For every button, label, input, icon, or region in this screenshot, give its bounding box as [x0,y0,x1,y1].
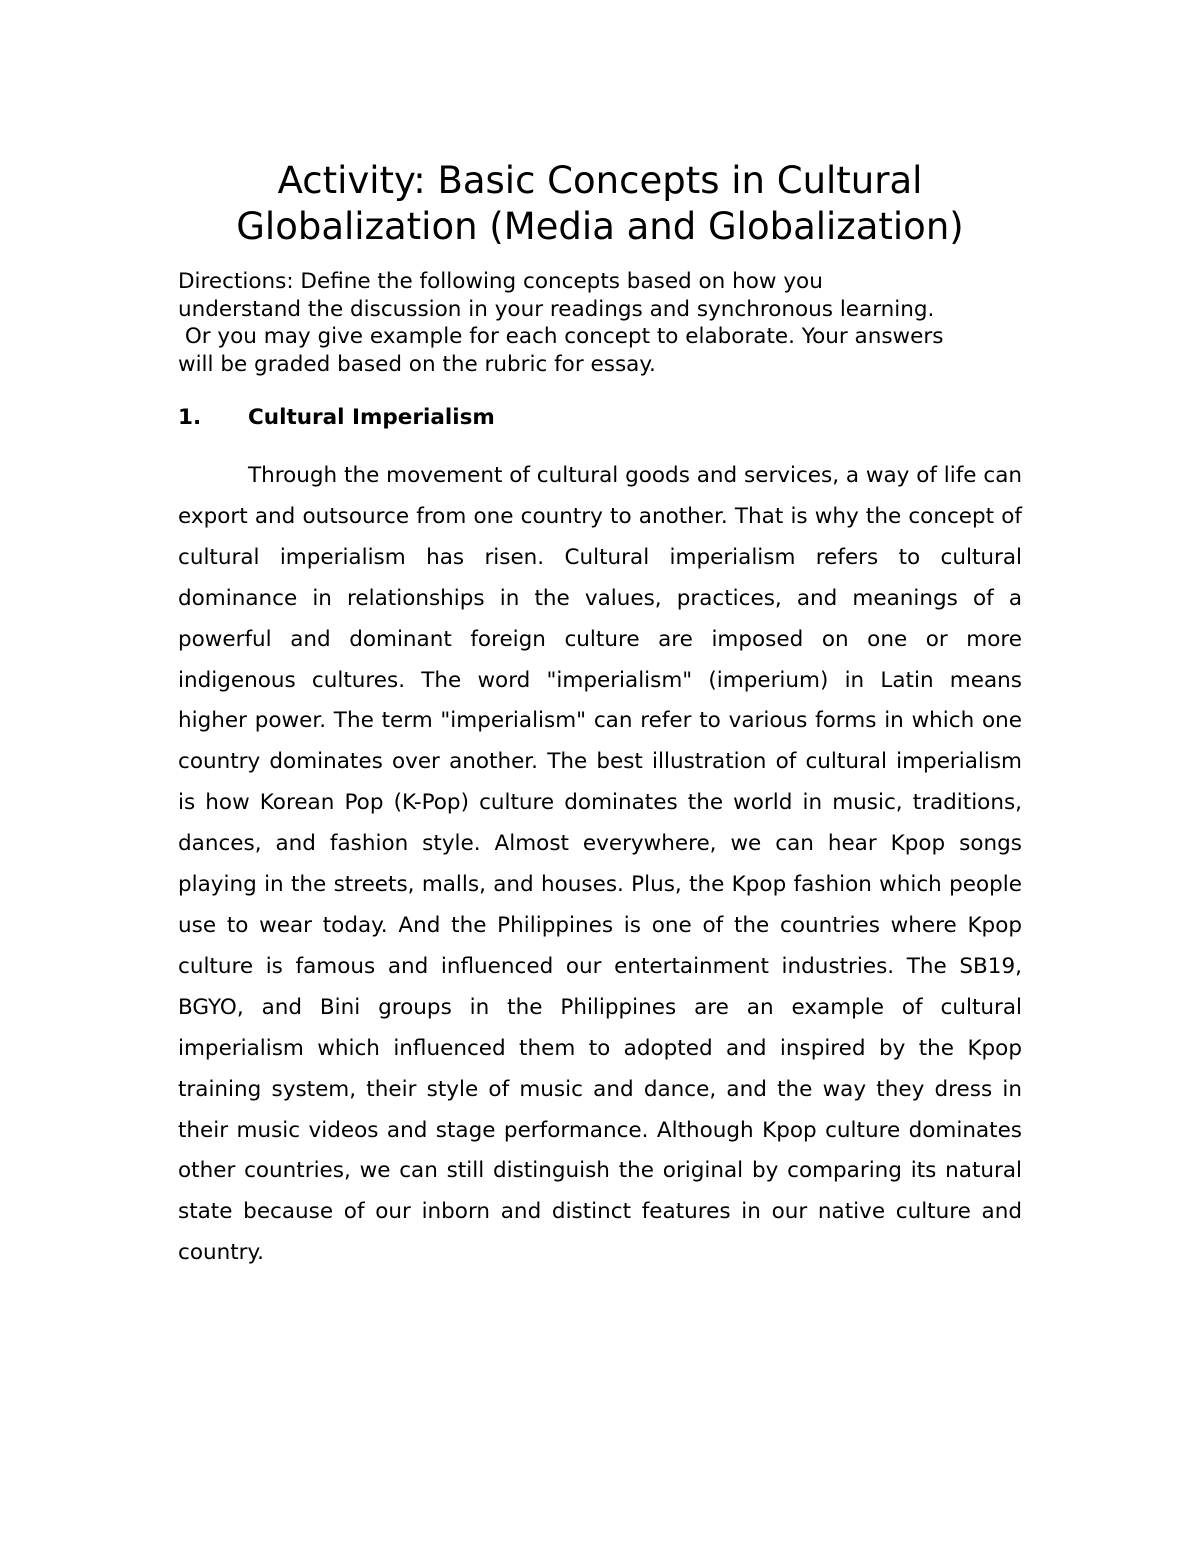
document-title [150,158,1050,250]
directions-line: Directions: Define the following concepts based on how you [178,269,823,294]
directions-line: understand the discussion in your readings and synchronous learning. [178,296,935,322]
directions-text [178,268,1038,378]
title-line-2: Globalization (Media and Globalization) [236,205,964,248]
directions-line: will be graded based on the rubric for essay. [178,351,656,377]
section-paragraph: Through the movement of cultural goods and services, a way of life can export and outsource from one country to another. That is why the concept of cultural imperialism has risen. Cultural imperialism refers to cultural dominance in relationships in the values, practices, and meanings of a powerful and dominant foreign culture are imposed on one or more indigenous cultures. The word "imperialism" (imperium) in Latin means higher power. The term "imperialism" can refer to various forms in which one country dominates over another. The best illustration of cultural imperialism is how Korean Pop (K-Pop) culture dominates the world in music, traditions, dances, and fashion style. Almost everywhere, we can hear Kpop songs playing in the streets, malls, and houses. Plus, the Kpop fashion which people use to wear today. And the Philippines is one of the countries where Kpop culture is famous and influenced our entertainment industries. The SB19, BGYO, and Bini groups in the Philippines are an example of cultural imperialism which influenced them to adopted and inspired by the Kpop training system, their style of music and dance, and the way they dress in their music videos and stage performance. Although Kpop culture dominates other countries, we can still distinguish the original by comparing its natural state because of our inborn and distinct features in our native culture and country. [178,463,1022,1266]
section-number: 1. [178,405,202,430]
directions-line: Or you may give example for each concept to elaborate. Your answers [178,324,944,349]
section-title: Cultural Imperialism [248,405,495,430]
section-heading-cultural-imperialism [178,404,495,432]
title-line-1: Activity: Basic Concepts in Cultural [277,159,923,202]
